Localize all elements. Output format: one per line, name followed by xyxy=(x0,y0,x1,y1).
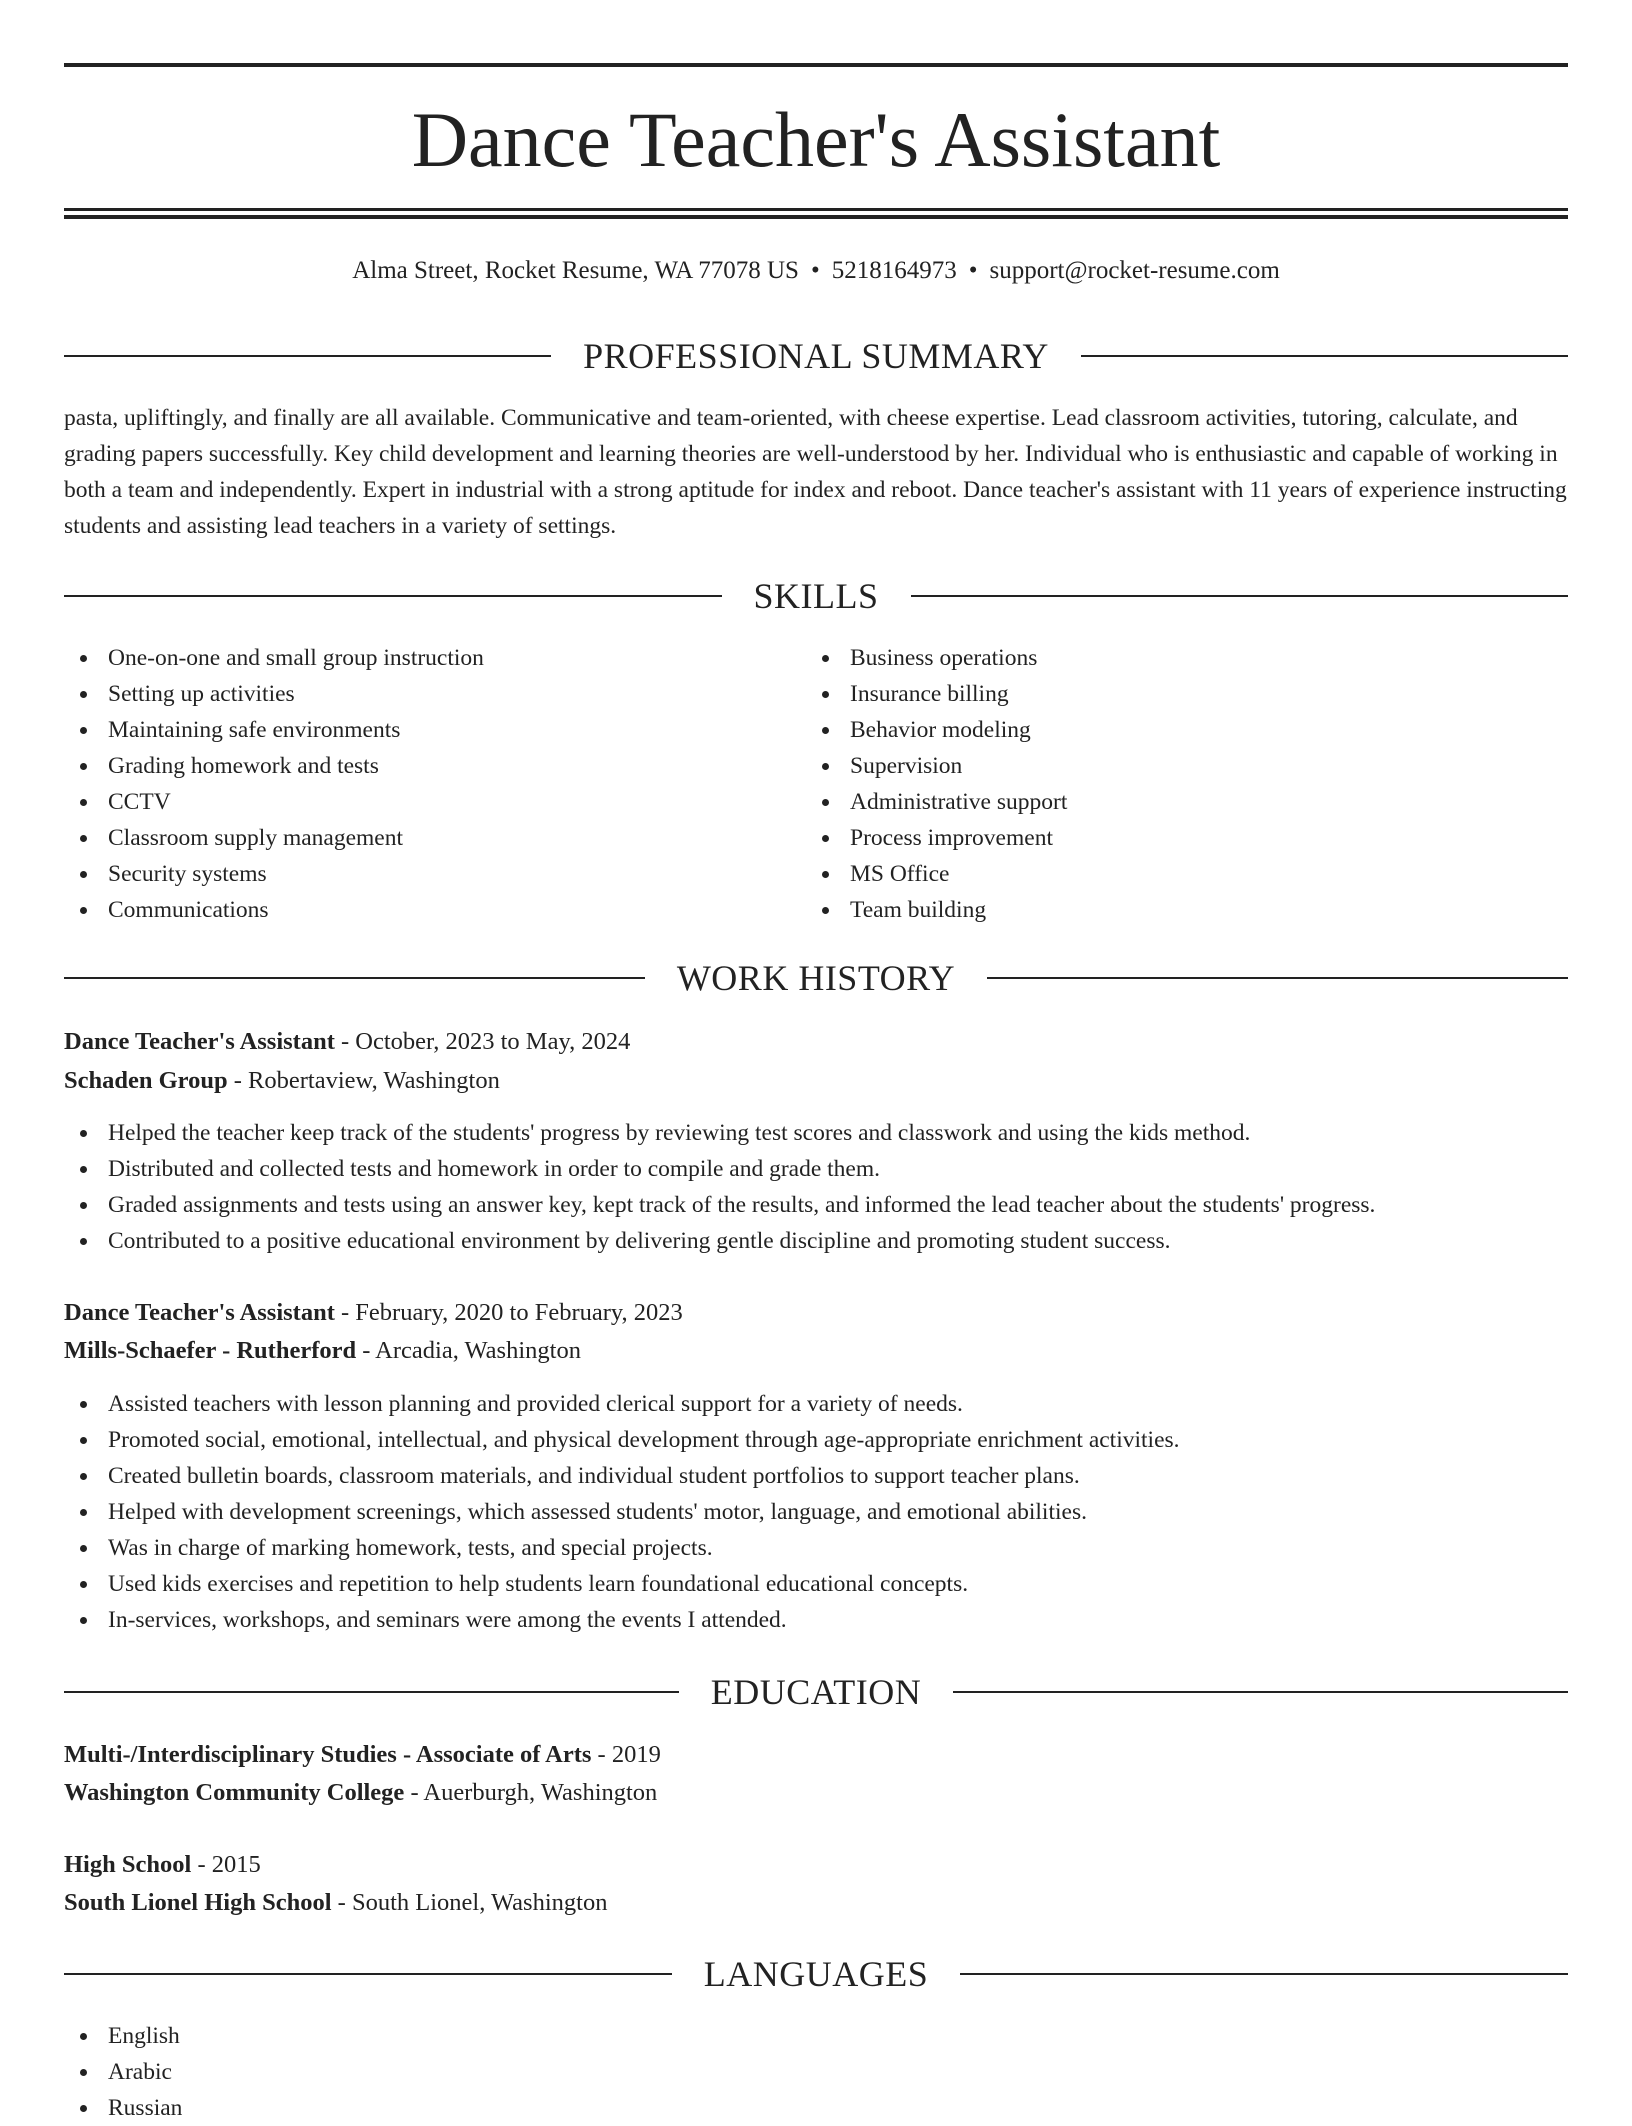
contact-email[interactable]: support@rocket-resume.com xyxy=(989,257,1280,284)
education-school: South Lionel High School xyxy=(64,1889,332,1916)
summary-text: pasta, upliftingly, and finally are all available. Communicative and team-oriented, with cheese expertise. Lead classroom activities, tutoring, calculate, and grading papers successfully. Key child development and learning theories are well-understood by her. Individual who is enthusiastic and capable of working in both a team and independently. Expert in industrial with a strong aptitude for index and reboot. Dance teacher's assistant with 11 years of experience instructing students and assisting lead teachers in a variety of settings. xyxy=(64,405,1567,539)
job-location: - Arcadia, Washington xyxy=(356,1337,581,1364)
languages-list xyxy=(64,2018,664,2126)
job-company: Mills-Schaefer - Rutherford xyxy=(64,1337,357,1364)
header-top-rule xyxy=(64,63,1568,67)
skill-item: Grading homework and tests xyxy=(64,748,764,784)
heading-rule-left xyxy=(64,977,645,979)
heading-rule-left xyxy=(64,1973,672,1975)
job-bullet: Assisted teachers with lesson planning and provided clerical support for a variety of needs. xyxy=(64,1386,1568,1422)
skills-list-left xyxy=(64,640,764,928)
job-company-line xyxy=(64,1332,1568,1370)
education-school-line xyxy=(64,1774,1568,1812)
job-location: - Robertaview, Washington xyxy=(227,1067,500,1094)
heading-rule-right xyxy=(911,595,1569,597)
skill-item: Administrative support xyxy=(806,784,1506,820)
skill-item: Maintaining safe environments xyxy=(64,712,764,748)
section-title: WORK HISTORY xyxy=(676,958,956,998)
heading-rule-right xyxy=(960,1973,1568,1975)
job-title-line xyxy=(64,1294,1568,1332)
job-bullet: Created bulletin boards, classroom materials, and individual student portfolios to support teacher plans. xyxy=(64,1458,1568,1494)
candidate-name: Dance Teacher's Assistant xyxy=(411,96,1221,183)
skill-item: Business operations xyxy=(806,640,1506,676)
header-bottom-rule-2 xyxy=(64,215,1568,219)
languages-heading xyxy=(64,1952,1568,1996)
job-dates: - February, 2020 to February, 2023 xyxy=(334,1299,683,1326)
education-degree: Multi-/Interdisciplinary Studies - Associate of Arts xyxy=(64,1741,592,1768)
summary-heading xyxy=(64,334,1568,378)
job-bullets xyxy=(64,1386,1568,1638)
education-school-line xyxy=(64,1884,1568,1922)
skill-item: CCTV xyxy=(64,784,764,820)
skill-item: Classroom supply management xyxy=(64,820,764,856)
skill-item: Setting up activities xyxy=(64,676,764,712)
education-degree-line xyxy=(64,1736,1568,1774)
heading-rule-right xyxy=(1081,355,1568,357)
language-item: English xyxy=(64,2018,664,2054)
skill-item: Process improvement xyxy=(806,820,1506,856)
contact-phone: 5218164973 xyxy=(831,257,957,284)
skills-heading xyxy=(64,574,1568,618)
job-title-line xyxy=(64,1023,1568,1061)
language-item: Arabic xyxy=(64,2054,664,2090)
heading-rule-right xyxy=(953,1691,1568,1693)
section-title: EDUCATION xyxy=(710,1672,922,1712)
job-bullets xyxy=(64,1115,1568,1259)
skill-item: Team building xyxy=(806,892,1506,928)
job-title: Dance Teacher's Assistant xyxy=(64,1299,335,1326)
skills-list-right xyxy=(806,640,1506,928)
skill-item: Security systems xyxy=(64,856,764,892)
skill-item: Communications xyxy=(64,892,764,928)
job-company-line xyxy=(64,1062,1568,1100)
education-school: Washington Community College xyxy=(64,1779,405,1806)
skill-item: Insurance billing xyxy=(806,676,1506,712)
job-bullet: Was in charge of marking homework, tests, and special projects. xyxy=(64,1530,1568,1566)
job-title: Dance Teacher's Assistant xyxy=(64,1028,335,1055)
job-bullet: Helped with development screenings, which assessed students' motor, language, and emotional abilities. xyxy=(64,1494,1568,1530)
contact-separator: • xyxy=(968,257,978,284)
education-location: - Auerburgh, Washington xyxy=(404,1779,658,1806)
heading-rule-right xyxy=(987,977,1568,979)
education-degree: High School xyxy=(64,1851,192,1878)
job-dates: - October, 2023 to May, 2024 xyxy=(334,1028,631,1055)
job-company: Schaden Group xyxy=(64,1067,228,1094)
job-bullet: Helped the teacher keep track of the students' progress by reviewing test scores and classwork and using the kids method. xyxy=(64,1115,1568,1151)
job-bullet: Contributed to a positive educational environment by delivering gentle discipline and promoting student success. xyxy=(64,1223,1568,1259)
job-bullet: In-services, workshops, and seminars were among the events I attended. xyxy=(64,1602,1568,1638)
heading-rule-left xyxy=(64,1691,679,1693)
header-bottom-rule-1 xyxy=(64,208,1568,211)
section-title: SKILLS xyxy=(753,576,879,616)
skill-item: Supervision xyxy=(806,748,1506,784)
contact-line xyxy=(64,254,1568,288)
work-history-heading xyxy=(64,956,1568,1000)
job-bullet: Graded assignments and tests using an answer key, kept track of the results, and informed the lead teacher about the students' progress. xyxy=(64,1187,1568,1223)
skill-item: One-on-one and small group instruction xyxy=(64,640,764,676)
heading-rule-left xyxy=(64,595,722,597)
job-bullet: Promoted social, emotional, intellectual, and physical development through age-appropriate enrichment activities. xyxy=(64,1422,1568,1458)
skill-item: Behavior modeling xyxy=(806,712,1506,748)
education-year: - 2019 xyxy=(591,1741,661,1768)
job-bullet: Used kids exercises and repetition to help students learn foundational educational concepts. xyxy=(64,1566,1568,1602)
language-item: Russian xyxy=(64,2090,664,2126)
contact-address: Alma Street, Rocket Resume, WA 77078 US xyxy=(352,257,799,284)
section-title: LANGUAGES xyxy=(703,1954,929,1994)
heading-rule-left xyxy=(64,355,551,357)
education-degree-line xyxy=(64,1846,1568,1884)
skill-item: MS Office xyxy=(806,856,1506,892)
section-title: PROFESSIONAL SUMMARY xyxy=(583,336,1049,376)
education-heading xyxy=(64,1670,1568,1714)
contact-separator: • xyxy=(810,257,820,284)
education-location: - South Lionel, Washington xyxy=(331,1889,608,1916)
job-bullet: Distributed and collected tests and homework in order to compile and grade them. xyxy=(64,1151,1568,1187)
education-year: - 2015 xyxy=(191,1851,261,1878)
